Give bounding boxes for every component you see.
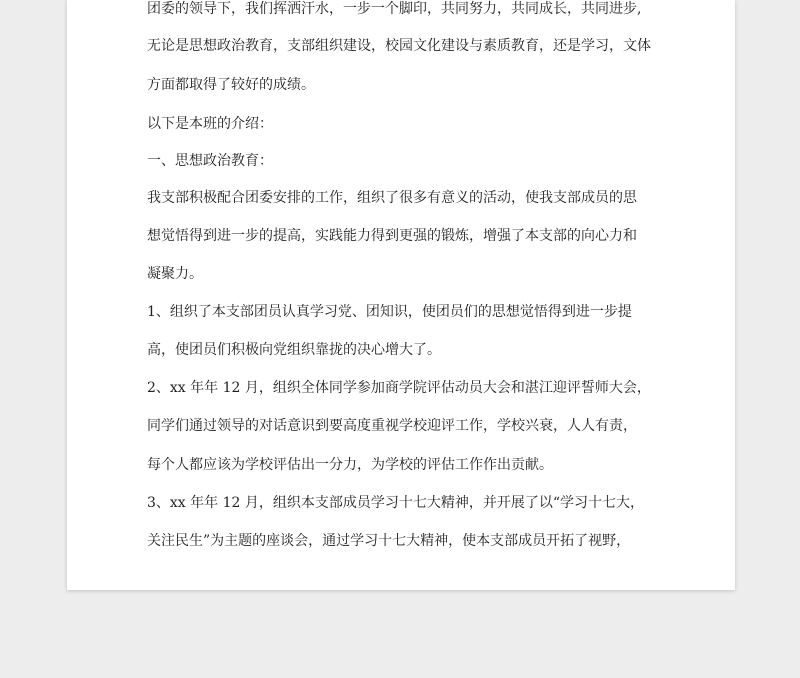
text-line: 方面都取得了较好的成绩。 <box>147 77 315 93</box>
document-page <box>67 0 735 590</box>
text-line: 2、xx 年年 12 月，组织全体同学参加商学院评估动员大会和湛江迎评誓师大会， <box>147 380 651 396</box>
text-line: 同学们通过领导的对话意识到要高度重视学校迎评工作，学校兴衰，人人有责， <box>147 418 637 434</box>
text-line: 团委的领导下，我们挥洒汗水，一步一个脚印，共同努力，共同成长，共同进步, <box>147 1 642 17</box>
text-line: 以下是本班的介绍： <box>147 116 273 132</box>
text-line: 关注民生”为主题的座谈会，通过学习十七大精神，使本支部成员开拓了视野， <box>147 533 631 549</box>
text-line: 凝聚力。 <box>147 266 203 282</box>
text-line: 1、组织了本支部团员认真学习党、团知识，使团员们的思想觉悟得到进一步提 <box>147 304 632 320</box>
text-line: 高，使团员们积极向党组织靠拢的决心增大了。 <box>147 342 441 358</box>
section-heading: 一、思想政治教育： <box>147 153 273 169</box>
text-line: 想觉悟得到进一步的提高，实践能力得到更强的锻炼，增强了本支部的向心力和 <box>147 228 637 244</box>
text-line: 3、xx 年年 12 月，组织本支部成员学习十七大精神，并开展了以“学习十七大， <box>147 495 645 511</box>
text-line: 我支部积极配合团委安排的工作，组织了很多有意义的活动，使我支部成员的思 <box>147 190 637 206</box>
text-line: 无论是思想政治教育，支部组织建设，校园文化建设与素质教育，还是学习，文体 <box>147 38 651 54</box>
text-line: 每个人都应该为学校评估出一分力，为学校的评估工作作出贡献。 <box>147 457 553 473</box>
